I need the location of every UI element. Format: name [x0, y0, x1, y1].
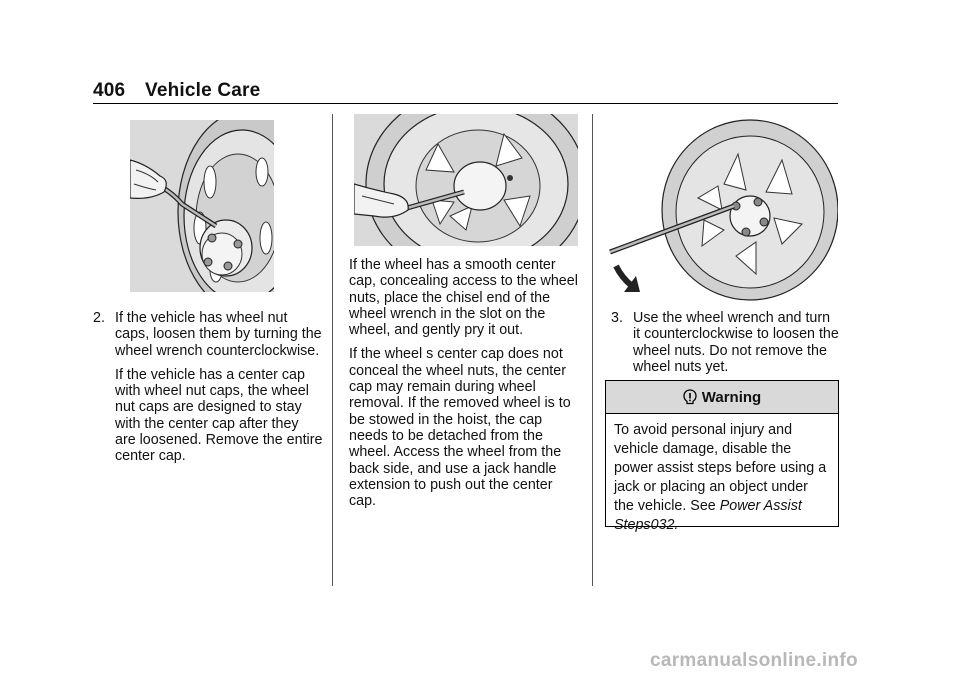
watermark: carmanualsonline.info: [650, 650, 858, 671]
column-2-text: [349, 257, 581, 509]
page-ref-symbol: 0: [650, 517, 659, 533]
warning-title: Warning: [701, 388, 762, 406]
page-number: 406: [93, 80, 126, 101]
center-cap-note: If the vehicle has a center cap with wheel nut caps, the wheel nut caps are designed to stay with the center cap after they are loosened. Remove the entire center cap.: [115, 366, 323, 465]
power-assist-steps-link[interactable]: Power Assist Steps: [614, 498, 802, 533]
warning-body: [606, 414, 838, 535]
step-2-paragraph: [93, 310, 323, 359]
warning-header: [606, 381, 838, 414]
step-3-paragraph: [611, 310, 839, 375]
center-cap-pry-illustration: [354, 114, 578, 246]
page-header: [93, 80, 260, 102]
section-title: Vehicle Care: [145, 80, 261, 101]
wheel-nut-cap-illustration: [130, 120, 274, 292]
header-rule: [93, 103, 838, 104]
warning-box: [605, 380, 839, 533]
column-divider-2: [592, 114, 593, 586]
wheel-wrench-illustration: [606, 114, 838, 304]
center-cap-pry-drawing: [354, 114, 578, 246]
page-ref-end: .: [674, 517, 679, 533]
warning-text: To avoid personal injury and vehicle damage, disable the power assist steps before using a jack or placing an object under the vehicle. See: [614, 422, 827, 514]
wheel-nut-cap-drawing: [130, 120, 274, 292]
column-3-text: [611, 310, 839, 375]
page-ref-number[interactable]: 32: [658, 517, 675, 533]
warning-icon: [683, 389, 697, 405]
step-3-number: 3.: [611, 310, 623, 326]
cap-not-concealed-paragraph: If the wheel s center cap does not conceal the wheel nuts, the center cap may remain during wheel removal. If the removed wheel is to be stowed in the hoist, the cap needs to be detached from the wheel. Access the wheel from the back side, and use a jack handle extension to push out the center cap.: [349, 346, 571, 510]
smooth-cap-paragraph: If the wheel has a smooth center cap, concealing access to the wheel nuts, place the chisel end of the wheel wrench in the slot on the wheel, and gently pry it out.: [349, 257, 578, 339]
column-divider-1: [332, 114, 333, 586]
wheel-wrench-drawing: [606, 114, 838, 304]
column-1-text: [93, 310, 323, 465]
step-3-text: Use the wheel wrench and turn it counterclockwise to loosen the wheel nuts. Do not remove the wheel nuts yet.: [633, 310, 839, 375]
step-2-text: If the vehicle has wheel nut caps, loosen them by turning the wheel wrench counterclockwise.: [115, 310, 322, 359]
step-2-number: 2.: [93, 310, 105, 326]
